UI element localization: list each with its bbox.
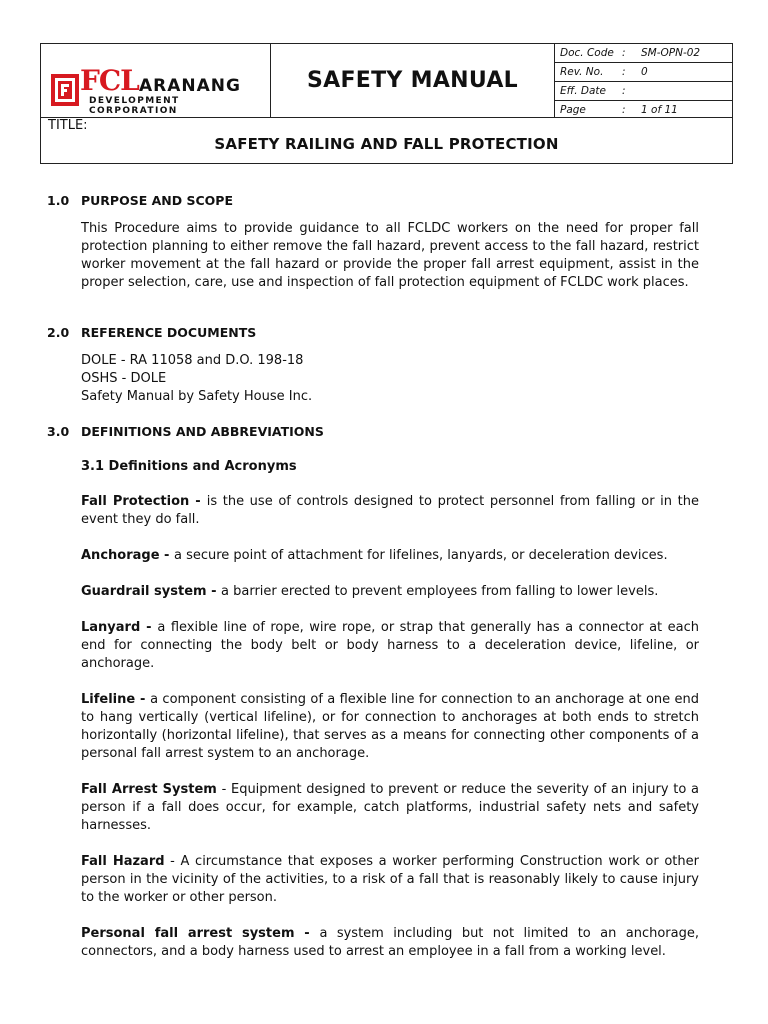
definition-text: - Equipment designed to prevent or reduce the severity of an injury to a person if a fall does occur, for example, catch platforms, industrial safety nets and safety harnesses. (81, 782, 699, 833)
meta-value: SM-OPN-02 (641, 47, 701, 59)
meta-row-eff-date (555, 82, 732, 101)
definition-item (81, 781, 699, 835)
title-label: TITLE: (48, 118, 88, 133)
meta-row-page (555, 101, 732, 119)
definition-term: Personal fall arrest system - (81, 926, 320, 941)
meta-colon: : (622, 66, 626, 78)
definition-text: a flexible line of rope, wire rope, or strap that generally has a connector at each end for connecting the body belt or body harness to a deceleration device, lifeline, or anchorage. (81, 620, 699, 671)
section-title: REFERENCE DOCUMENTS (81, 325, 257, 340)
reference-item: OSHS - DOLE (81, 371, 167, 386)
reference-list (81, 352, 699, 406)
meta-label: Doc. Code (560, 47, 614, 59)
definition-text: is the use of controls designed to protect personnel from falling or in the event they do fall. (81, 494, 699, 527)
reference-item: Safety Manual by Safety House Inc. (81, 389, 313, 404)
meta-colon: : (622, 47, 626, 59)
definition-term: Guardrail system - (81, 584, 222, 599)
section-title: DEFINITIONS AND ABBREVIATIONS (81, 424, 324, 439)
section-heading-purpose (47, 192, 699, 210)
definition-item (81, 583, 699, 601)
meta-row-doc-code (555, 44, 732, 63)
manual-title-cell (271, 44, 555, 118)
definition-item (81, 493, 699, 529)
document-body (47, 192, 699, 961)
definition-text: a system including but not limited to an anchorage, connectors, and a body harness used to arrest an employee in a fall from a working level. (81, 926, 699, 959)
meta-label: Rev. No. (560, 66, 604, 78)
section-heading-definitions (47, 423, 699, 441)
purpose-paragraph: This Procedure aims to provide guidance to all FCLDC workers on the need for proper fall protection planning to either remove the fall hazard, prevent access to the fall hazard, restrict worker movement at the fall hazard or provide the proper fall arrest equipment, assist in the proper selection, care, use and inspection of fall protection equipment of FCLDC work places. (81, 221, 699, 290)
document-title-row (41, 118, 732, 163)
definition-text: a component consisting of a flexible line for connection to an anchorage at one end to hang vertically (vertical lifeline), or for connection to anchorages at both ends to stretch horizontally (horizontal lifeline), that serves as a means for connecting other components of a personal fall arrest system to an anchorage. (81, 692, 699, 761)
reference-item: DOLE - RA 11058 and D.O. 198-18 (81, 353, 304, 368)
definition-item (81, 619, 699, 673)
definition-text: a barrier erected to prevent employees from falling to lower levels. (221, 584, 659, 599)
meta-label: Eff. Date (560, 85, 606, 97)
definition-term: Anchorage - (81, 548, 174, 563)
logo-aranang-text: ARANANG (139, 76, 241, 96)
company-logo (41, 44, 271, 118)
logo-fcl-text: FCL (80, 64, 139, 97)
definition-item (81, 853, 699, 907)
document-header (40, 43, 733, 164)
document-meta-table (555, 44, 732, 118)
manual-title: SAFETY MANUAL (307, 68, 518, 93)
definition-term: Fall Protection - (81, 494, 207, 509)
definition-item (81, 691, 699, 763)
section-number: 2.0 (47, 325, 70, 340)
section-number: 3.0 (47, 424, 70, 439)
section-title: PURPOSE AND SCOPE (81, 193, 233, 208)
meta-colon: : (622, 85, 626, 97)
definition-text: - A circumstance that exposes a worker performing Construction work or other person in the vicinity of the activities, to a risk of a fall that is reasonably likely to cause injury to the worker or other person. (81, 854, 699, 905)
document-title: SAFETY RAILING AND FALL PROTECTION (214, 135, 559, 153)
definition-term: Fall Arrest System (81, 782, 217, 797)
subsection-heading: 3.1 Definitions and Acronyms (81, 459, 297, 474)
meta-colon: : (622, 104, 626, 116)
meta-value: 1 of 11 (641, 104, 678, 116)
definition-item (81, 547, 699, 565)
meta-row-rev-no (555, 63, 732, 82)
definition-text: a secure point of attachment for lifelines, lanyards, or deceleration devices. (173, 548, 668, 563)
meta-value: 0 (641, 66, 648, 78)
definition-term: Fall Hazard (81, 854, 165, 869)
logo-subtitle: DEVELOPMENT CORPORATION (89, 96, 180, 116)
section-heading-references (47, 324, 699, 342)
section-number: 1.0 (47, 193, 70, 208)
meta-label: Page (560, 104, 586, 116)
fcl-logo-icon (51, 74, 79, 106)
definition-term: Lifeline - (81, 692, 151, 707)
definition-item (81, 925, 699, 961)
definition-term: Lanyard - (81, 620, 158, 635)
